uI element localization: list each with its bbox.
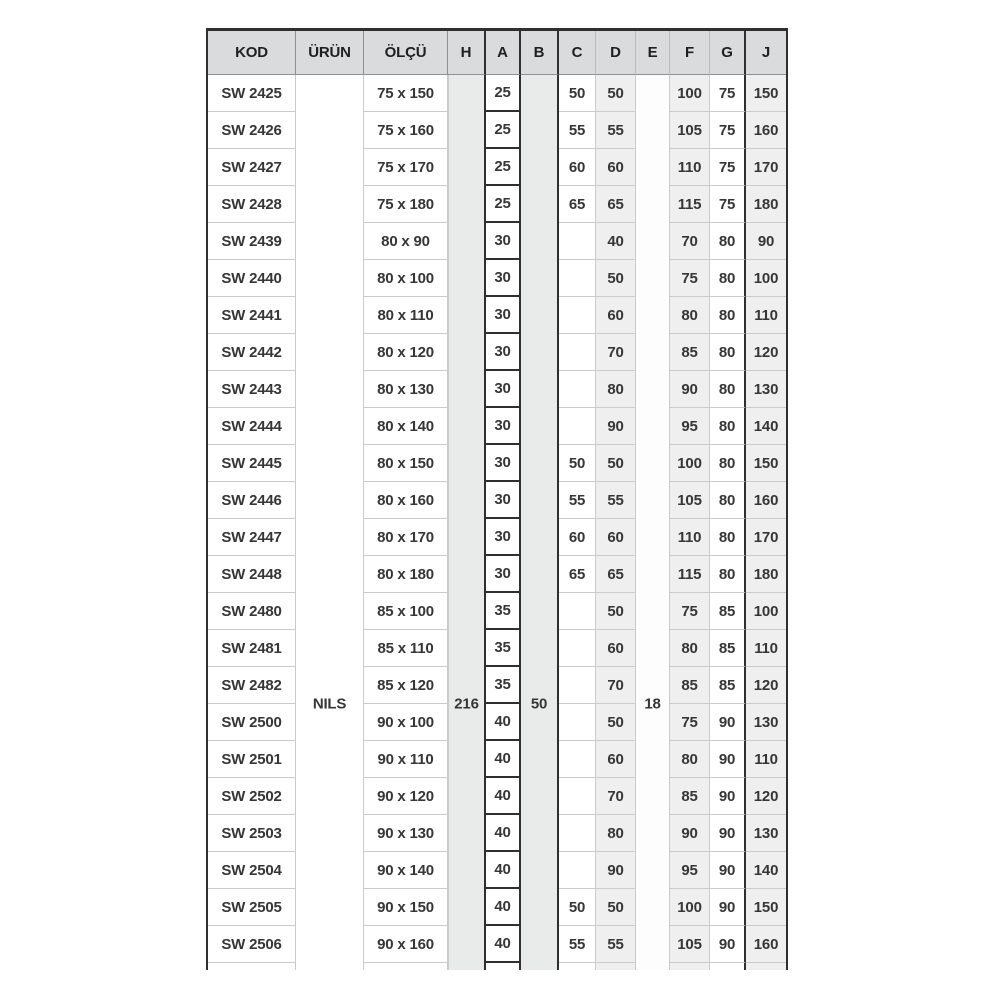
cell-a: 25 (486, 75, 521, 112)
cell-d: 50 (596, 593, 636, 630)
cell-g: 90 (710, 741, 746, 778)
cell-j: 120 (746, 667, 786, 704)
cell-j: 90 (746, 223, 786, 260)
cell-j: 160 (746, 926, 786, 963)
cell-g: 80 (710, 408, 746, 445)
cell-g: 75 (710, 149, 746, 186)
cell-f: 115 (670, 556, 710, 593)
cell-g: 80 (710, 334, 746, 371)
cell-a (486, 963, 521, 970)
cell-g: 80 (710, 519, 746, 556)
cell-d: 65 (596, 186, 636, 223)
cell-c (559, 297, 596, 334)
cell-a: 30 (486, 371, 521, 408)
cell-f: 70 (670, 223, 710, 260)
cell-j: 130 (746, 371, 786, 408)
cell-d: 40 (596, 223, 636, 260)
cell-c (559, 778, 596, 815)
cell-f: 100 (670, 445, 710, 482)
cell-a: 40 (486, 815, 521, 852)
cell-c: 55 (559, 112, 596, 149)
cell-c (559, 630, 596, 667)
cell-c: 65 (559, 556, 596, 593)
cell-g: 85 (710, 667, 746, 704)
cell-c: 50 (559, 445, 596, 482)
cell-j: 100 (746, 593, 786, 630)
cell-d: 70 (596, 334, 636, 371)
cell-d: 90 (596, 408, 636, 445)
cell-a: 30 (486, 445, 521, 482)
cell-d: 60 (596, 630, 636, 667)
cell-f: 75 (670, 704, 710, 741)
cell-j: 120 (746, 334, 786, 371)
cell-f: 85 (670, 334, 710, 371)
cell-olcu: 80 x 160 (364, 482, 448, 519)
cell-f: 90 (670, 371, 710, 408)
column-header-h: H (448, 31, 486, 75)
cell-g: 90 (710, 815, 746, 852)
cell-kod: SW 2425 (208, 75, 296, 112)
cell-c (559, 408, 596, 445)
cell-f: 75 (670, 593, 710, 630)
cell-d: 50 (596, 75, 636, 112)
cell-d: 50 (596, 704, 636, 741)
cell-a: 30 (486, 482, 521, 519)
column-header-urun: ÜRÜN (296, 31, 364, 75)
spec-table-grid (208, 31, 786, 970)
cell-g: 80 (710, 482, 746, 519)
cell-kod: SW 2500 (208, 704, 296, 741)
cell-g: 80 (710, 260, 746, 297)
cell-j: 130 (746, 704, 786, 741)
cell-c (559, 371, 596, 408)
product-name-cell-label: NILS (312, 695, 347, 713)
cell-d: 50 (596, 445, 636, 482)
cell-j: 150 (746, 889, 786, 926)
cell-c: 50 (559, 75, 596, 112)
cell-c (559, 704, 596, 741)
cell-f: 80 (670, 741, 710, 778)
cell-a: 35 (486, 630, 521, 667)
cell-a: 30 (486, 297, 521, 334)
cell-j: 140 (746, 852, 786, 889)
cell-j: 160 (746, 112, 786, 149)
cell-j: 170 (746, 519, 786, 556)
cell-j: 100 (746, 260, 786, 297)
merged-e-cell (636, 75, 670, 970)
cell-kod: SW 2480 (208, 593, 296, 630)
cell-c: 65 (559, 186, 596, 223)
cell-c: 50 (559, 889, 596, 926)
column-header-a: A (486, 31, 521, 75)
cell-d: 60 (596, 297, 636, 334)
cell-a: 40 (486, 926, 521, 963)
column-header-e: E (636, 31, 670, 75)
cell-kod: SW 2428 (208, 186, 296, 223)
cell-j: 120 (746, 778, 786, 815)
cell-olcu (364, 963, 448, 970)
cell-kod (208, 963, 296, 970)
cell-kod: SW 2445 (208, 445, 296, 482)
cell-c (559, 593, 596, 630)
cell-g: 90 (710, 704, 746, 741)
cell-g: 90 (710, 778, 746, 815)
cell-g: 90 (710, 889, 746, 926)
cell-g: 75 (710, 112, 746, 149)
cell-j: 110 (746, 741, 786, 778)
cell-olcu: 80 x 110 (364, 297, 448, 334)
cell-g: 75 (710, 186, 746, 223)
product-name-cell (296, 75, 364, 970)
cell-j: 150 (746, 445, 786, 482)
cell-a: 40 (486, 741, 521, 778)
column-header-olcu: ÖLÇÜ (364, 31, 448, 75)
column-header-f: F (670, 31, 710, 75)
cell-j: 110 (746, 297, 786, 334)
cell-a: 30 (486, 260, 521, 297)
cell-g: 80 (710, 445, 746, 482)
cell-a: 40 (486, 889, 521, 926)
column-header-b: B (521, 31, 559, 75)
cell-f: 105 (670, 112, 710, 149)
merged-h-cell (448, 75, 486, 970)
cell-f: 100 (670, 889, 710, 926)
cell-kod: SW 2439 (208, 223, 296, 260)
cell-g: 80 (710, 297, 746, 334)
cell-d: 55 (596, 112, 636, 149)
cell-a: 40 (486, 852, 521, 889)
cell-c (559, 334, 596, 371)
product-spec-table (206, 28, 788, 970)
cell-j (746, 963, 786, 970)
cell-j: 180 (746, 186, 786, 223)
cell-a: 30 (486, 556, 521, 593)
cell-kod: SW 2504 (208, 852, 296, 889)
cell-j: 180 (746, 556, 786, 593)
cell-a: 25 (486, 186, 521, 223)
cell-c (559, 223, 596, 260)
cell-d: 55 (596, 482, 636, 519)
cell-olcu: 80 x 170 (364, 519, 448, 556)
cell-a: 30 (486, 223, 521, 260)
cell-f (670, 963, 710, 970)
column-header-c: C (559, 31, 596, 75)
cell-olcu: 85 x 100 (364, 593, 448, 630)
merged-e-cell-label: 18 (644, 695, 661, 713)
merged-h-cell-label: 216 (454, 695, 479, 713)
cell-kod: SW 2502 (208, 778, 296, 815)
cell-g: 90 (710, 926, 746, 963)
cell-f: 85 (670, 778, 710, 815)
cell-kod: SW 2446 (208, 482, 296, 519)
cell-olcu: 85 x 110 (364, 630, 448, 667)
cell-g: 80 (710, 556, 746, 593)
cell-olcu: 90 x 160 (364, 926, 448, 963)
cell-olcu: 90 x 150 (364, 889, 448, 926)
cell-kod: SW 2427 (208, 149, 296, 186)
cell-g: 90 (710, 852, 746, 889)
cell-f: 80 (670, 297, 710, 334)
cell-a: 35 (486, 593, 521, 630)
cell-kod: SW 2481 (208, 630, 296, 667)
cell-g: 85 (710, 630, 746, 667)
cell-c (559, 815, 596, 852)
cell-c (559, 667, 596, 704)
cell-d: 50 (596, 889, 636, 926)
cell-f: 90 (670, 815, 710, 852)
cell-c (559, 963, 596, 970)
cell-f: 110 (670, 519, 710, 556)
cell-olcu: 75 x 150 (364, 75, 448, 112)
cell-f: 95 (670, 852, 710, 889)
cell-olcu: 75 x 160 (364, 112, 448, 149)
merged-b-cell-label: 50 (530, 695, 548, 713)
cell-f: 115 (670, 186, 710, 223)
cell-d: 80 (596, 371, 636, 408)
cell-kod: SW 2426 (208, 112, 296, 149)
cell-j: 150 (746, 75, 786, 112)
cell-kod: SW 2441 (208, 297, 296, 334)
cell-f: 110 (670, 149, 710, 186)
cell-kod: SW 2443 (208, 371, 296, 408)
cell-g: 75 (710, 75, 746, 112)
cell-kod: SW 2506 (208, 926, 296, 963)
cell-g: 80 (710, 223, 746, 260)
cell-a: 25 (486, 149, 521, 186)
column-header-d: D (596, 31, 636, 75)
cell-c (559, 741, 596, 778)
cell-kod: SW 2442 (208, 334, 296, 371)
cell-d: 50 (596, 260, 636, 297)
cell-olcu: 80 x 130 (364, 371, 448, 408)
cell-kod: SW 2482 (208, 667, 296, 704)
cell-d: 70 (596, 778, 636, 815)
cell-d: 55 (596, 926, 636, 963)
cell-c: 60 (559, 149, 596, 186)
cell-d: 60 (596, 519, 636, 556)
cell-kod: SW 2444 (208, 408, 296, 445)
cell-a: 35 (486, 667, 521, 704)
cell-d: 60 (596, 149, 636, 186)
cell-c (559, 260, 596, 297)
cell-olcu: 80 x 150 (364, 445, 448, 482)
cell-d: 65 (596, 556, 636, 593)
cell-olcu: 75 x 180 (364, 186, 448, 223)
cell-olcu: 90 x 110 (364, 741, 448, 778)
cell-a: 40 (486, 704, 521, 741)
cell-j: 130 (746, 815, 786, 852)
cell-olcu: 90 x 100 (364, 704, 448, 741)
cell-j: 110 (746, 630, 786, 667)
cell-f: 95 (670, 408, 710, 445)
cell-kod: SW 2503 (208, 815, 296, 852)
cell-olcu: 75 x 170 (364, 149, 448, 186)
cell-kod: SW 2448 (208, 556, 296, 593)
cell-olcu: 80 x 140 (364, 408, 448, 445)
cell-olcu: 80 x 100 (364, 260, 448, 297)
cell-f: 85 (670, 667, 710, 704)
cell-j: 140 (746, 408, 786, 445)
cell-f: 105 (670, 482, 710, 519)
cell-d: 80 (596, 815, 636, 852)
merged-b-cell (521, 75, 559, 970)
cell-c: 55 (559, 926, 596, 963)
cell-d: 60 (596, 741, 636, 778)
cell-olcu: 90 x 130 (364, 815, 448, 852)
cell-c (559, 852, 596, 889)
column-header-j: J (746, 31, 786, 75)
cell-f: 75 (670, 260, 710, 297)
cell-kod: SW 2505 (208, 889, 296, 926)
cell-olcu: 80 x 120 (364, 334, 448, 371)
cell-olcu: 90 x 120 (364, 778, 448, 815)
cell-j: 170 (746, 149, 786, 186)
cell-j: 160 (746, 482, 786, 519)
cell-a: 30 (486, 334, 521, 371)
cell-olcu: 90 x 140 (364, 852, 448, 889)
cell-olcu: 85 x 120 (364, 667, 448, 704)
cell-kod: SW 2501 (208, 741, 296, 778)
cell-a: 25 (486, 112, 521, 149)
cell-d: 70 (596, 667, 636, 704)
cell-g: 80 (710, 371, 746, 408)
cell-olcu: 80 x 90 (364, 223, 448, 260)
column-header-kod: KOD (208, 31, 296, 75)
cell-a: 40 (486, 778, 521, 815)
cell-g (710, 963, 746, 970)
cell-kod: SW 2440 (208, 260, 296, 297)
cell-a: 30 (486, 408, 521, 445)
cell-g: 85 (710, 593, 746, 630)
cell-d (596, 963, 636, 970)
cell-f: 105 (670, 926, 710, 963)
column-header-g: G (710, 31, 746, 75)
cell-c: 60 (559, 519, 596, 556)
cell-f: 100 (670, 75, 710, 112)
cell-kod: SW 2447 (208, 519, 296, 556)
cell-c: 55 (559, 482, 596, 519)
cell-a: 30 (486, 519, 521, 556)
cell-olcu: 80 x 180 (364, 556, 448, 593)
cell-d: 90 (596, 852, 636, 889)
cell-f: 80 (670, 630, 710, 667)
